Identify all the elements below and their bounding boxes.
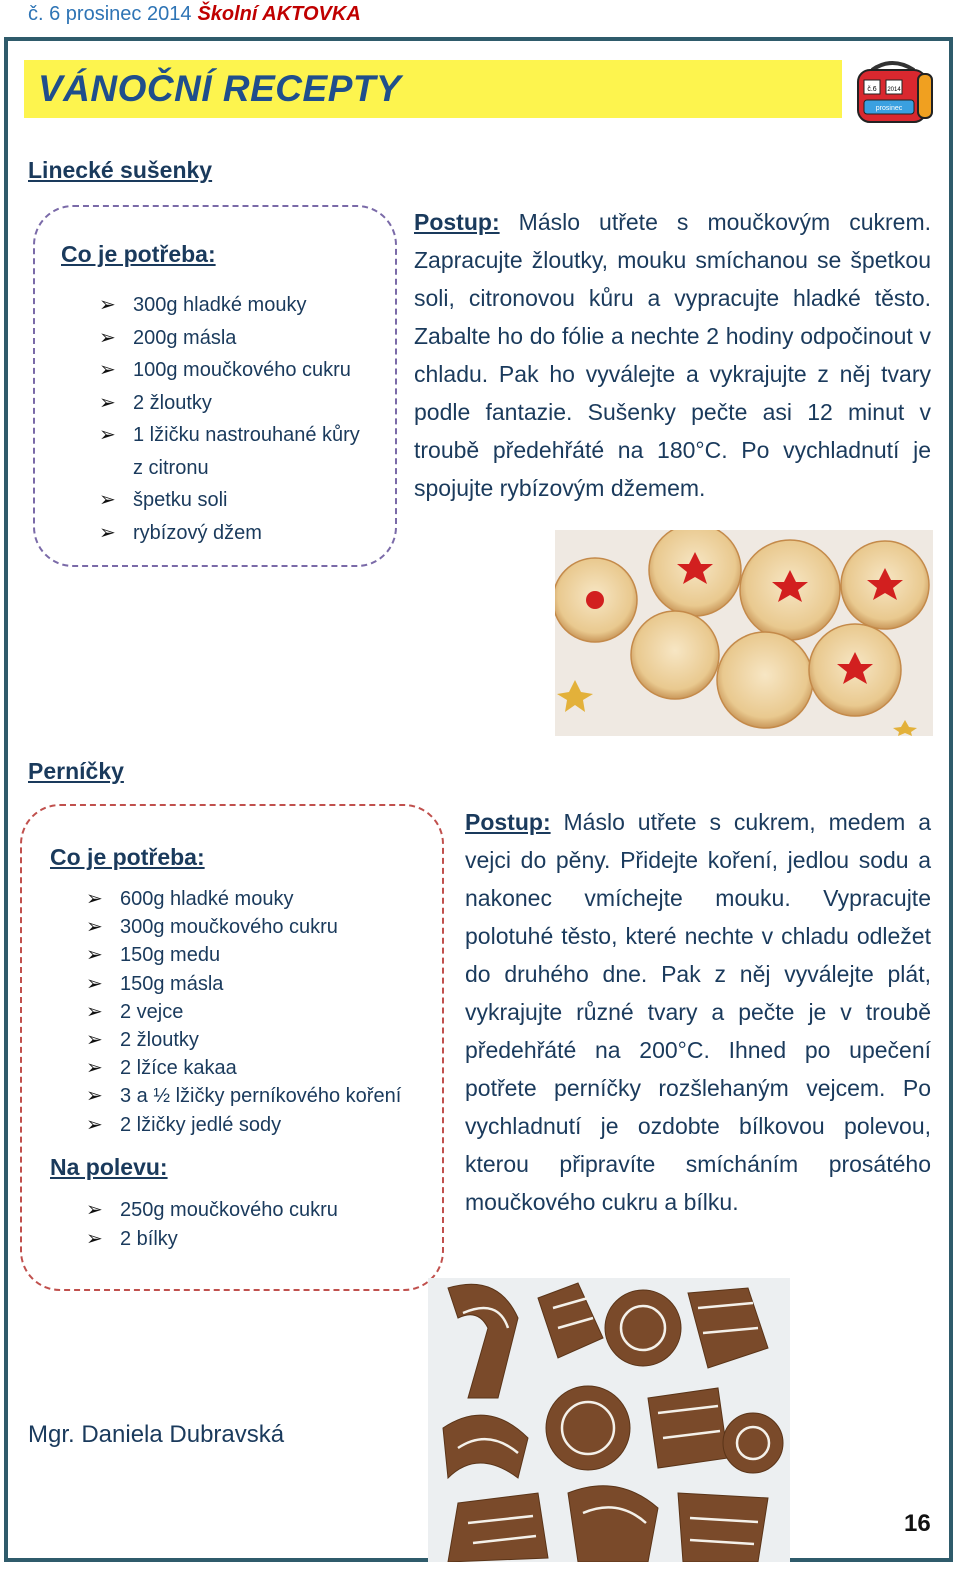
ingredient-item: ➢ rybízový džem: [99, 517, 369, 550]
ingredient-item: ➢ 600g hladké mouky: [86, 885, 426, 913]
ingredient-item: ➢ 2 lžíce kakaa: [86, 1054, 426, 1082]
ingredient-item: ➢ 2 vejce: [86, 998, 426, 1026]
recipe1-procedure-text: Máslo utřete s moučkovým cukrem. Zapracujte žloutky, mouku smíchanou se špetkou soli, citronovou kůru a vypracujte hladké těsto. Zabalte ho do fólie a nechte 2 hodiny odpočinout v chladu. Pak ho vyválejte a vykrajujte z něj tvary podle fantazie. Sušenky pečte asi 12 minut v troubě předehřáté na 180°C. Po vychladnutí je spojujte rybízovým džemem.: [414, 209, 931, 501]
title-banner: [24, 60, 842, 118]
ingredient-item: ➢ 200g másla: [99, 322, 369, 355]
ingredient-item: ➢ 1 lžičku nastrouhané kůry z citronu: [99, 419, 369, 484]
ingredient-item: ➢ 2 žloutky: [99, 387, 369, 420]
recipe2-ingredient-list: [86, 885, 426, 1139]
recipe2-procedure-label: Postup:: [465, 809, 551, 835]
bag-label-issue: č.6: [867, 86, 877, 93]
gingerbread-photo: [428, 1278, 790, 1562]
recipe1-ingredient-list: [99, 289, 369, 549]
page-number: 16: [904, 1510, 931, 1537]
recipe2-glaze-list: [86, 1196, 426, 1254]
ingredient-item: ➢ špetku soli: [99, 484, 369, 517]
linzer-cookies-photo: [555, 530, 933, 736]
recipe2-title: Perníčky: [28, 758, 124, 784]
recipe2-procedure-text: Máslo utřete s cukrem, medem a vejci do pěny. Přidejte koření, jedlou sodu a nakonec vmíchejte mouku. Vypracujte polotuhé těsto, které nechte v chladu odležet do druhého dne. Pak z něj vyválejte plát, vykrajujte různé tvary a pečte je v troubě předehřáté na 200°C. Ihned po upečení potřete perníčky rozšlehaným vejcem. Po vychladnutí je ozdobte bílkovou polevou, kterou připravíte smícháním prosátého moučkového cukru a bílku.: [465, 809, 931, 1215]
ingredient-item: ➢ 100g moučkového cukru: [99, 354, 369, 387]
glaze-item: ➢ 250g moučkového cukru: [86, 1196, 426, 1225]
recipe1-procedure-label: Postup:: [414, 209, 500, 235]
recipe1-ingredients-box: [33, 205, 397, 567]
issue-date: č. 6 prosinec 2014: [28, 3, 192, 25]
magazine-name: Školní AKTOVKA: [197, 3, 361, 25]
school-bag-icon: [852, 60, 934, 124]
recipe2-procedure: [465, 803, 931, 1221]
ingredient-item: ➢ 3 a ½ lžičky perníkového koření: [86, 1082, 426, 1110]
recipe1-procedure: [414, 203, 931, 507]
page-title: VÁNOČNÍ RECEPTY: [38, 68, 402, 109]
ingredient-item: ➢ 2 žloutky: [86, 1026, 426, 1054]
recipe2-ingredients-box: [20, 804, 444, 1291]
issue-header: [28, 3, 361, 26]
bag-label-year: 2014: [887, 87, 901, 93]
ingredient-item: ➢ 300g moučkového cukru: [86, 913, 426, 941]
ingredient-item: ➢ 150g medu: [86, 941, 426, 969]
recipe1-needs-heading: Co je potřeba:: [61, 241, 216, 267]
bag-label-month: prosinec: [875, 105, 903, 112]
recipe2-glaze-heading: Na polevu:: [50, 1154, 168, 1180]
glaze-item: ➢ 2 bílky: [86, 1225, 426, 1254]
ingredient-item: ➢ 300g hladké mouky: [99, 289, 369, 322]
author-name: Mgr. Daniela Dubravská: [28, 1421, 285, 1448]
ingredient-item: ➢ 2 lžičky jedlé sody: [86, 1111, 426, 1139]
ingredient-item: ➢ 150g másla: [86, 970, 426, 998]
recipe1-title: Linecké sušenky: [28, 157, 213, 183]
recipe2-needs-heading: Co je potřeba:: [50, 844, 205, 870]
